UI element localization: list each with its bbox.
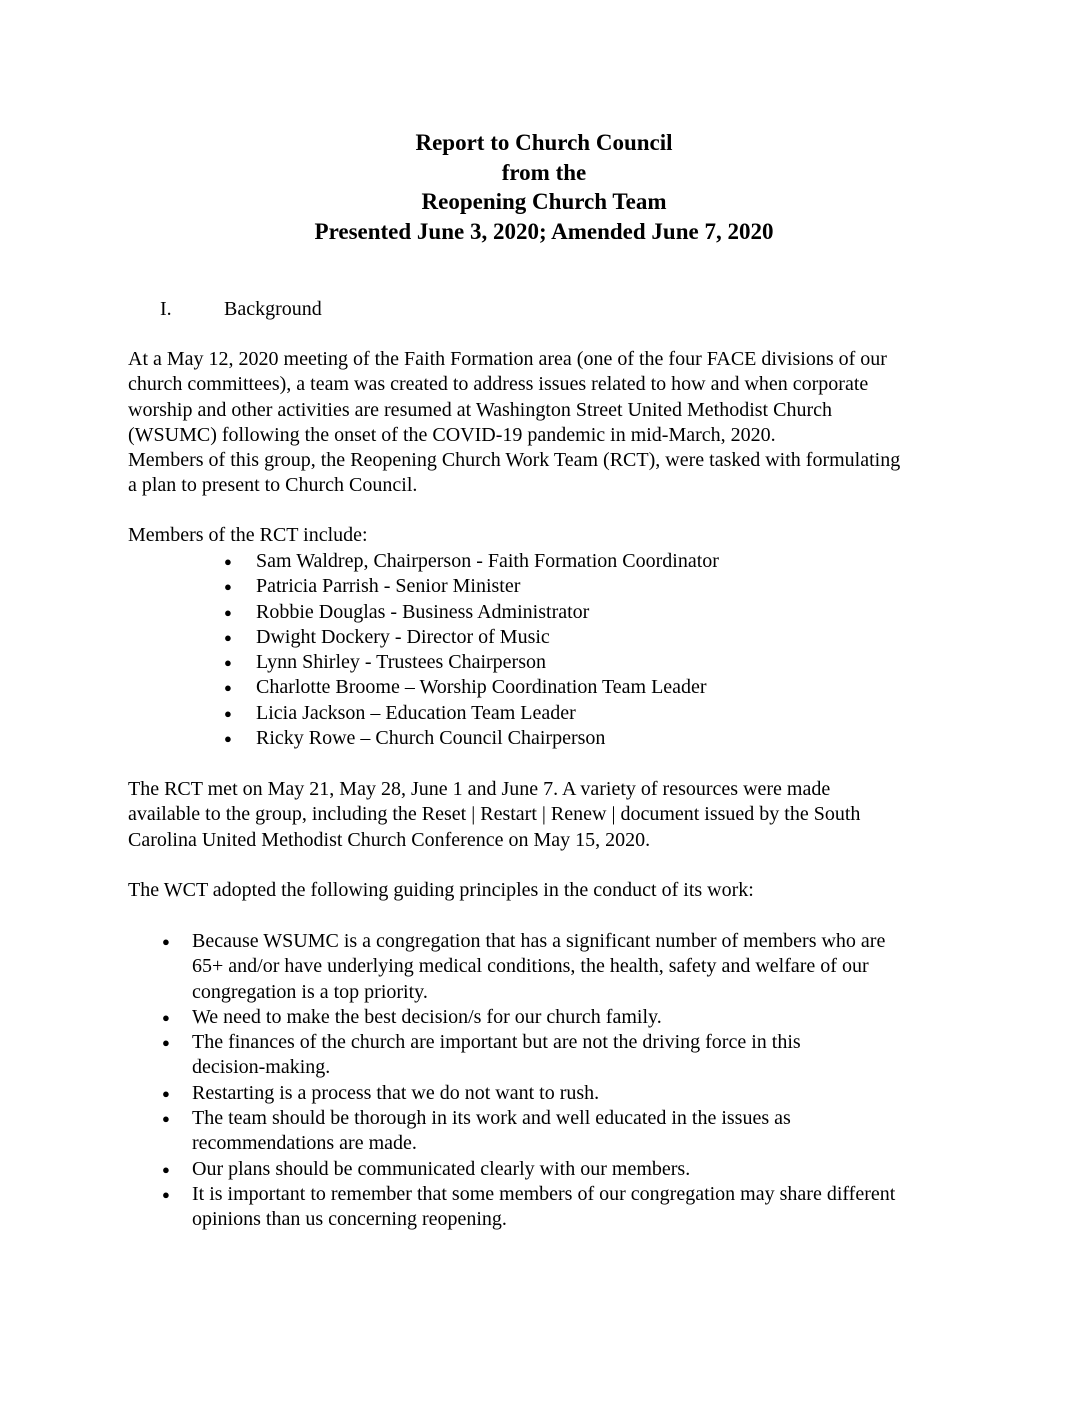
member-name: Robbie Douglas - Business Administrator: [256, 600, 590, 623]
intro-paragraph: [128, 347, 968, 499]
principle-line: We need to make the best decision/s for our church family.: [192, 1005, 662, 1028]
bullet-icon: ●: [224, 579, 232, 595]
member-name: Lynn Shirley - Trustees Chairperson: [256, 651, 546, 674]
members-intro-text: Members of the RCT include:: [128, 524, 368, 546]
bullet-icon: ●: [162, 1035, 170, 1051]
principles-intro-text: The WCT adopted the following guiding principles in the conduct of its work:: [128, 879, 754, 901]
bullet-icon: ●: [224, 731, 232, 747]
member-name: Dwight Dockery - Director of Music: [256, 625, 550, 648]
principle-line: opinions than us concerning reopening.: [192, 1208, 507, 1231]
member-name: Ricky Rowe – Church Council Chairperson: [256, 727, 606, 750]
principle-line: The finances of the church are important but are not the driving force in this: [192, 1031, 801, 1054]
member-name: Licia Jackson – Education Team Leader: [256, 701, 576, 724]
member-name: Charlotte Broome – Worship Coordination Team Leader: [256, 676, 707, 699]
principle-line: Because WSUMC is a congregation that has a significant number of members who are: [192, 930, 886, 952]
members-list: [224, 549, 719, 751]
list-item: [162, 1030, 895, 1081]
list-item: [224, 574, 719, 599]
paragraph-line: Carolina United Methodist Church Conference on May 15, 2020.: [128, 828, 651, 851]
principle-line: It is important to remember that some members of our congregation may share different: [192, 1182, 896, 1205]
paragraph-line: Members of this group, the Reopening Church Work Team (RCT), were tasked with formulating: [128, 449, 901, 472]
list-item: [162, 1081, 895, 1106]
report-title: [0, 128, 1088, 246]
bullet-icon: ●: [224, 554, 232, 569]
principle-line: Restarting is a process that we do not want to rush.: [192, 1081, 600, 1104]
list-item: [162, 1157, 895, 1182]
member-name: Sam Waldrep, Chairperson - Faith Formation Coordinator: [256, 550, 719, 572]
list-item: [224, 625, 719, 650]
paragraph-line: worship and other activities are resumed at Washington Street United Methodist Church: [128, 398, 832, 421]
bullet-icon: ●: [162, 1111, 170, 1127]
list-item: [224, 650, 719, 675]
bullet-icon: ●: [162, 1161, 170, 1177]
bullet-icon: ●: [162, 1085, 170, 1101]
bullet-icon: ●: [224, 629, 232, 645]
paragraph-line: church committees), a team was created to address issues related to how and when corporate: [128, 373, 869, 396]
list-item: [224, 701, 719, 726]
paragraph-line: available to the group, including the Reset | Restart | Renew | document issued by the South: [128, 803, 861, 826]
section-title: Background: [224, 298, 322, 320]
meetings-paragraph: [128, 777, 968, 853]
paragraph-line: The RCT met on May 21, May 28, June 1 and June 7. A variety of resources were made: [128, 778, 831, 800]
principle-line: decision-making.: [192, 1056, 331, 1079]
principle-line: congregation is a top priority.: [192, 980, 428, 1003]
paragraph-line: (WSUMC) following the onset of the COVID-19 pandemic in mid-March, 2020.: [128, 423, 776, 446]
paragraph-line: a plan to present to Church Council.: [128, 474, 418, 497]
principle-line: The team should be thorough in its work and well educated in the issues as: [192, 1107, 791, 1130]
list-item: [162, 1182, 896, 1233]
bullet-icon: ●: [224, 705, 232, 721]
section-heading-background: [160, 296, 322, 322]
title-line-3: Reopening Church Team: [421, 189, 667, 214]
title-line-4: Presented June 3, 2020; Amended June 7, 2020: [314, 218, 774, 244]
principles-intro: [128, 878, 968, 903]
principle-line: Our plans should be communicated clearly with our members.: [192, 1157, 691, 1180]
paragraph-line: At a May 12, 2020 meeting of the Faith Formation area (one of the four FACE divisions of our: [128, 348, 887, 370]
section-numeral: I.: [160, 298, 172, 320]
bullet-icon: ●: [224, 604, 232, 620]
list-item: [224, 600, 719, 625]
principle-line: 65+ and/or have underlying medical conditions, the health, safety and welfare of our: [192, 955, 869, 978]
bullet-icon: ●: [162, 934, 170, 949]
member-name: Patricia Parrish - Senior Minister: [256, 575, 521, 598]
list-item: [162, 929, 895, 1005]
bullet-icon: ●: [162, 1186, 170, 1202]
bullet-icon: ●: [162, 1009, 170, 1025]
title-line-2: from the: [501, 159, 587, 185]
list-item: [224, 549, 719, 574]
principles-list: [162, 929, 896, 1233]
list-item: [224, 675, 719, 700]
list-item: [162, 1106, 895, 1157]
bullet-icon: ●: [224, 655, 232, 671]
title-line-1: Report to Church Council: [415, 130, 673, 155]
list-item: [224, 726, 719, 751]
principle-line: recommendations are made.: [192, 1132, 417, 1155]
list-item: [162, 1005, 895, 1030]
members-intro: [128, 523, 968, 548]
bullet-icon: ●: [224, 680, 232, 696]
